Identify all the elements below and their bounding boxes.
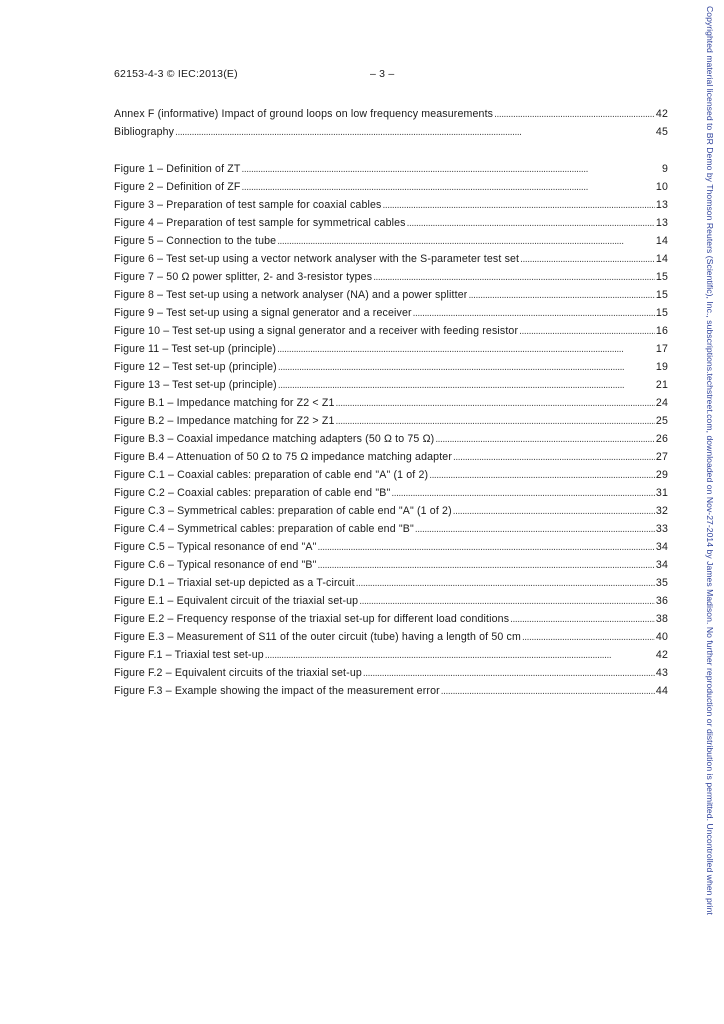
toc-entry-title: Figure 4 – Preparation of test sample for symmetrical cables <box>114 217 406 229</box>
dot-leader <box>373 268 655 287</box>
toc-entry-page: 15 <box>655 307 668 319</box>
dot-leader <box>453 502 655 521</box>
dot-leader <box>522 628 655 647</box>
toc-entry-page: 9 <box>661 163 668 175</box>
toc-entry-page: 13 <box>655 217 668 229</box>
copyright-notice: Copyrighted material licensed to BR Demo by Thomson Reuters (Scientific), Inc., subscriptions.techstreet.com, downloaded on Nov-27-2014 by James Madison. No further reproduction or distribution is permitted. Uncontrolled when print <box>705 6 715 915</box>
dot-leader <box>407 214 655 233</box>
toc-entry[interactable] <box>114 430 668 448</box>
toc-entry-title: Figure 11 – Test set-up (principle) <box>114 343 277 355</box>
toc-entry-page: 40 <box>655 631 668 643</box>
toc-entry-title: Figure F.3 – Example showing the impact of the measurement error <box>114 685 440 697</box>
toc-entry-page: 44 <box>655 685 668 697</box>
toc-entry-title: Figure B.2 – Impedance matching for Z2 > Z1 <box>114 415 335 427</box>
toc-entry-title: Figure C.4 – Symmetrical cables: preparation of cable end "B" <box>114 523 414 535</box>
toc-entry[interactable] <box>114 160 668 178</box>
dot-leader <box>520 250 655 269</box>
table-of-contents <box>114 105 668 719</box>
dot-leader <box>413 304 655 323</box>
toc-entry-title: Figure 9 – Test set-up using a signal generator and a receiver <box>114 307 412 319</box>
toc-entry[interactable] <box>114 250 668 268</box>
toc-entry-page: 42 <box>655 108 668 120</box>
toc-entry[interactable] <box>114 268 668 286</box>
toc-entry[interactable] <box>114 610 668 628</box>
toc-entry-title: Figure 8 – Test set-up using a network analyser (NA) and a power splitter <box>114 289 468 301</box>
toc-entry-page: 34 <box>655 541 668 553</box>
toc-entry[interactable] <box>114 628 668 646</box>
toc-entry[interactable] <box>114 196 668 214</box>
toc-entry-title: Figure 12 – Test set-up (principle) <box>114 361 277 373</box>
toc-entry-title: Figure C.6 – Typical resonance of end "B" <box>114 559 317 571</box>
toc-entry-title: Bibliography <box>114 126 175 138</box>
toc-entry[interactable] <box>114 232 668 250</box>
dot-leader <box>318 556 655 575</box>
toc-entry-page: 32 <box>655 505 668 517</box>
toc-entry-title: Figure 13 – Test set-up (principle) <box>114 379 277 391</box>
toc-entry[interactable] <box>114 286 668 304</box>
toc-entry[interactable] <box>114 178 668 196</box>
toc-entry-page: 35 <box>655 577 668 589</box>
toc-entry[interactable] <box>114 484 668 502</box>
toc-entry-title: Figure B.4 – Attenuation of 50 Ω to 75 Ω impedance matching adapter <box>114 451 453 463</box>
toc-entry-page: 15 <box>655 289 668 301</box>
toc-entry-title: Figure 5 – Connection to the tube <box>114 235 277 247</box>
toc-entry-page: 27 <box>655 451 668 463</box>
toc-entry[interactable] <box>114 340 668 358</box>
toc-entry-title: Figure 2 – Definition of ZF <box>114 181 241 193</box>
toc-entry[interactable] <box>114 682 668 700</box>
toc-entry-title: Figure C.1 – Coaxial cables: preparation of cable end "A" (1 of 2) <box>114 469 429 481</box>
toc-entry[interactable] <box>114 105 668 123</box>
toc-entry[interactable] <box>114 466 668 484</box>
toc-entry-title: Figure C.5 – Typical resonance of end "A" <box>114 541 317 553</box>
toc-entry-page: 14 <box>655 235 668 247</box>
toc-entry[interactable] <box>114 664 668 682</box>
document-reference: 62153-4-3 © IEC:2013(E) <box>114 68 238 80</box>
toc-entry-page: 15 <box>655 271 668 283</box>
dot-leader <box>363 664 655 683</box>
dot-leader <box>318 538 655 557</box>
toc-entry[interactable] <box>114 394 668 412</box>
toc-entry-title: Annex F (informative) Impact of ground loops on low frequency measurements <box>114 108 494 120</box>
toc-entry-title: Figure E.3 – Measurement of S11 of the outer circuit (tube) having a length of 50 cm <box>114 631 521 643</box>
toc-entry-page: 17 <box>655 343 668 355</box>
toc-entry-title: Figure E.1 – Equivalent circuit of the triaxial set-up <box>114 595 359 607</box>
toc-entry-title: Figure B.1 – Impedance matching for Z2 < Z1 <box>114 397 335 409</box>
toc-entry-page: 45 <box>655 126 668 138</box>
toc-entry-page: 16 <box>655 325 668 337</box>
annex-list <box>114 105 668 141</box>
dot-leader <box>242 160 661 179</box>
toc-entry[interactable] <box>114 322 668 340</box>
dot-leader <box>265 646 655 665</box>
toc-entry[interactable] <box>114 412 668 430</box>
toc-entry[interactable] <box>114 646 668 664</box>
toc-entry-title: Figure C.2 – Coaxial cables: preparation of cable end "B" <box>114 487 391 499</box>
dot-leader <box>383 196 655 215</box>
dot-leader <box>277 232 655 251</box>
toc-entry-page: 34 <box>655 559 668 571</box>
toc-entry-title: Figure C.3 – Symmetrical cables: preparation of cable end "A" (1 of 2) <box>114 505 452 517</box>
dot-leader <box>519 322 655 341</box>
toc-entry[interactable] <box>114 556 668 574</box>
toc-entry-page: 31 <box>655 487 668 499</box>
toc-entry-page: 25 <box>655 415 668 427</box>
toc-entry-page: 19 <box>655 361 668 373</box>
toc-entry-page: 43 <box>655 667 668 679</box>
toc-entry-page: 14 <box>655 253 668 265</box>
dot-leader <box>453 448 655 467</box>
toc-entry[interactable] <box>114 123 668 141</box>
page-number: – 3 – <box>370 68 395 80</box>
toc-entry-page: 26 <box>655 433 668 445</box>
dot-leader <box>278 358 655 377</box>
dot-leader <box>336 394 655 413</box>
dot-leader <box>429 466 655 485</box>
dot-leader <box>359 592 655 611</box>
toc-entry[interactable] <box>114 448 668 466</box>
dot-leader <box>415 520 655 539</box>
toc-entry-page: 10 <box>655 181 668 193</box>
toc-entry-page: 33 <box>655 523 668 535</box>
toc-entry[interactable] <box>114 520 668 538</box>
dot-leader <box>468 286 654 305</box>
dot-leader <box>441 682 655 701</box>
toc-entry[interactable] <box>114 592 668 610</box>
toc-entry[interactable] <box>114 574 668 592</box>
dot-leader <box>277 340 655 359</box>
toc-entry[interactable] <box>114 304 668 322</box>
figure-list <box>114 160 668 700</box>
toc-entry-page: 36 <box>655 595 668 607</box>
toc-entry-title: Figure F.1 – Triaxial test set-up <box>114 649 264 661</box>
dot-leader <box>510 610 655 629</box>
toc-entry-title: Figure F.2 – Equivalent circuits of the triaxial set-up <box>114 667 362 679</box>
dot-leader <box>435 430 655 449</box>
toc-entry[interactable] <box>114 502 668 520</box>
dot-leader <box>278 376 655 395</box>
copyright-strip <box>700 0 724 1024</box>
toc-entry-title: Figure 1 – Definition of ZT <box>114 163 241 175</box>
toc-entry-title: Figure 7 – 50 Ω power splitter, 2- and 3-resistor types <box>114 271 373 283</box>
page-header <box>114 68 654 82</box>
toc-entry-title: Figure B.3 – Coaxial impedance matching adapters (50 Ω to 75 Ω) <box>114 433 435 445</box>
toc-entry-page: 13 <box>655 199 668 211</box>
toc-entry[interactable] <box>114 376 668 394</box>
toc-entry-page: 38 <box>655 613 668 625</box>
toc-entry-title: Figure D.1 – Triaxial set-up depicted as a T-circuit <box>114 577 355 589</box>
toc-entry-title: Figure 10 – Test set-up using a signal generator and a receiver with feeding resistor <box>114 325 519 337</box>
toc-entry-title: Figure 3 – Preparation of test sample for coaxial cables <box>114 199 382 211</box>
toc-entry-title: Figure 6 – Test set-up using a vector network analyser with the S-parameter test set <box>114 253 520 265</box>
dot-leader <box>242 178 655 197</box>
dot-leader <box>175 123 655 142</box>
dot-leader <box>336 412 655 431</box>
toc-entry-page: 29 <box>655 469 668 481</box>
dot-leader <box>391 484 655 503</box>
toc-entry[interactable] <box>114 214 668 232</box>
toc-entry[interactable] <box>114 538 668 556</box>
dot-leader <box>494 105 655 124</box>
toc-entry[interactable] <box>114 358 668 376</box>
dot-leader <box>356 574 655 593</box>
toc-entry-page: 24 <box>655 397 668 409</box>
toc-entry-page: 42 <box>655 649 668 661</box>
toc-entry-page: 21 <box>655 379 668 391</box>
toc-entry-title: Figure E.2 – Frequency response of the triaxial set-up for different load conditions <box>114 613 510 625</box>
